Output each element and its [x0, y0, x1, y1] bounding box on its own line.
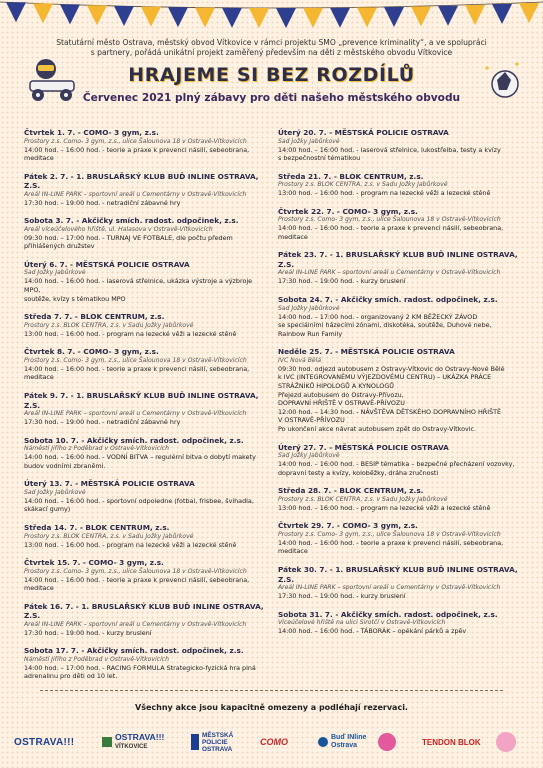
bunting-flag	[276, 8, 296, 28]
event-detail-line: meditace	[278, 232, 308, 241]
event-heading: Čtvrtek 15. 7. - COMO- 3 gym, z.s.	[24, 558, 164, 568]
event-detail-line: 17:30 hod. – 19:00 hod. - netradiční zábavné hry	[24, 418, 181, 427]
policie-badge-icon	[191, 734, 199, 750]
event-detail-line: 14:00 hod. – 17:00 hod. - RACING FORMULA Strategicko-fyzická hra plná	[24, 663, 256, 672]
event-item	[24, 347, 269, 382]
bunting-flag	[6, 2, 26, 22]
event-location: Prostory z.s. BLOK CENTRA, z.s. v Sadu Jožky Jabůrkové	[278, 181, 448, 189]
event-item	[278, 565, 523, 601]
event-location: Areál IN-LINE PARK – sportovní areál u Cementárny v Ostravě-Vítkovicích	[24, 620, 247, 628]
event-detail-line: 14:00 hod. – 16:00 hod. - TÁBORÁK – opékání párků a zpěv	[278, 627, 467, 636]
event-item	[24, 391, 269, 427]
vitkovice-logo	[102, 728, 164, 756]
event-detail-line: 14:00 hod. – 16:00 hod. - sportovní odpoledne (fotbal, frisbee, švihadla,	[24, 496, 254, 505]
event-detail-line: přihlášených družstev	[24, 242, 95, 251]
event-item	[24, 479, 269, 514]
event-item	[24, 558, 269, 593]
event-detail-line: 13:00 hod. – 16:00 hod. - program na lezecké věži a lezecké stěně	[24, 329, 237, 338]
mestska-policie-logo	[191, 728, 233, 756]
event-heading: Středa 7. 7. - BLOK CENTRUM, z.s.	[24, 312, 165, 322]
page-subtitle: Červenec 2021 plný zábavy pro děti našeho městského obvodu	[82, 92, 461, 104]
event-detail-line: Přejezd autobusem do Ostravy-Přívozu,	[278, 390, 404, 399]
event-detail-line: meditace	[24, 373, 54, 382]
event-location: Sad Jožky Jabůrkové	[24, 488, 86, 496]
bud-inline-logo-line: Ostrava	[331, 742, 358, 749]
event-detail-line: budov vodními zbraněmi.	[24, 461, 106, 470]
event-location: Areál IN-LINE PARK – sportovní areál u Cementárny v Ostravě-Vítkovicích	[24, 190, 247, 198]
intro-line: Statutární město Ostrava, městský obvod Vítkovice v rámci projektu SMO „prevence kriminality“, a ve spolupráci	[56, 38, 487, 47]
event-item	[24, 646, 269, 681]
event-heading: Sobota 31. 7. - Akčičky smích. radost. odpočinek, z.s.	[278, 609, 498, 619]
event-detail-line: 12:00 hod. – 14:30 hod. - NÁVŠTĚVA DĚTSKÉHO DOPRAVNÍHO HŘIŠTĚ	[278, 407, 502, 416]
intro-text	[40, 38, 503, 58]
event-item	[24, 312, 269, 338]
bunting-flag	[60, 4, 80, 24]
event-heading: Čtvrtek 1. 7. - COMO- 3 gym, z.s.	[24, 128, 159, 137]
bunting-flag	[384, 7, 404, 27]
event-detail-line: 14:00 hod. – 16:00 hod. - BESIP tématika – bezpečné přecházení vozovky,	[278, 460, 515, 469]
event-item	[24, 260, 269, 303]
event-detail-line: 14:00 hod. – 16:00 hod. - VODNÍ BITVA – regulérní bitva o dobytí makety	[24, 453, 256, 462]
event-detail-line: 13:00 hod. – 16:00 hod. - program na lezecké věži a lezecké stěně	[24, 540, 237, 549]
event-detail-line: soutěže, kvízy s tématikou MPO	[24, 294, 126, 303]
event-detail-line: 09:30 hod. odjezd autobusem z Ostravy-Vítkovic do Ostravy-Nové Bělé	[278, 364, 505, 373]
vitkovice-logo-line: OSTRAVA!!!	[115, 732, 165, 742]
event-heading: Středa 21. 7. - BLOK CENTRUM, z.s.	[278, 171, 424, 181]
event-location: Sad Jožky Jabůrkové	[24, 269, 86, 277]
event-detail-line: skákací gumy)	[24, 505, 71, 514]
bunting-flag	[168, 7, 188, 27]
event-detail-line: Po ukončení akce návrat autobusem zpět do Ostravy-Vítkovic.	[278, 425, 477, 433]
event-detail-line: se speciálními házecími zónami, diskotéka, soutěže, Duhové nebe,	[278, 321, 492, 330]
policie-logo-line: OSTRAVA	[202, 745, 233, 753]
policie-logo-text	[202, 732, 233, 753]
bunting-flag	[87, 5, 107, 25]
event-location: Náměstí Jiřího z Poděbrad v Ostravě-Vítkovicích	[24, 445, 169, 453]
event-detail-line: 17:30 hod. – 19:00 hod. - kurzy bruslení	[24, 628, 152, 637]
event-item	[278, 207, 523, 242]
event-heading: Čtvrtek 22. 7. - COMO- 3 gym, z.s.	[278, 206, 418, 216]
vitkovice-logo-text	[115, 733, 164, 751]
event-location: Prostory z.s. Como- 3 gym, z.s., ulice Šalounova 18 v Ostravě-Vítkovicích	[24, 567, 247, 575]
bunting-flag	[438, 6, 458, 26]
event-detail-line: s bezpečnostní tématikou	[278, 154, 361, 163]
reservation-note: Všechny akce jsou kapacitně omezeny a podléhají rezervaci.	[135, 703, 408, 712]
event-item	[278, 610, 523, 636]
bunting-decoration	[0, 0, 543, 40]
bunting-flag	[519, 3, 539, 23]
page-title: HRAJEME SI BEZ ROZDÍLŮ	[128, 64, 415, 86]
event-location: Víceúčelové hřiště na ulici Sirotčí v Ostravě-Vítkovicích	[278, 619, 446, 627]
event-item	[278, 128, 523, 163]
event-heading: Neděle 25. 7. - MĚSTSKÁ POLICIE OSTRAVA	[278, 347, 455, 357]
event-heading: Středa 14. 7. - BLOK CENTRUM, z.s.	[24, 523, 170, 532]
event-detail-line: 14:00 hod. – 16:00 hod. - teorie a praxe k prevenci násilí, sebeobrana,	[278, 224, 504, 233]
event-detail-line: V OSTRAVĚ-PŘÍVOZU	[278, 416, 345, 425]
bunting-flag	[411, 6, 431, 26]
bunting-flag	[114, 6, 134, 26]
event-location: Prostory z.s. BLOK CENTRA, z.s. v Sadu Jožky Jabůrkové	[278, 495, 448, 503]
bunting-flag	[465, 5, 485, 25]
event-detail-line: meditace	[278, 547, 308, 556]
event-heading: Úterý 13. 7. - MĚSTSKÁ POLICIE OSTRAVA	[24, 479, 195, 489]
event-heading: Pátek 30. 7. - 1. BRUSLAŘSKÝ KLUB BUĎ INLINE OSTRAVA, Z.S.	[278, 565, 518, 584]
event-item	[278, 250, 523, 286]
event-detail-line: 14:00 hod. – 16:00 hod. - teorie a praxe k prevenci násilí, sebeobrana,	[24, 364, 250, 373]
event-detail-line: 14:00 hod. – 16:00 hod. - teorie a praxe k prevenci násilí, sebeobrana,	[24, 145, 250, 154]
event-detail-line: 17:30 hod. – 19:00 hod. - netradiční zábavné hry	[24, 198, 181, 207]
event-heading: Čtvrtek 8. 7. - COMO- 3 gym, z.s.	[24, 347, 159, 357]
event-heading: Úterý 27. 7. - MĚSTSKÁ POLICIE OSTRAVA	[278, 442, 449, 452]
como-gym-logo	[260, 728, 288, 756]
intro-line: s partnery, pořádá unikátní projekt zaměřený především na děti z městského obvodu Vítkovice	[90, 48, 453, 57]
event-location: Prostory z.s. Como- 3 gym, z.s., ulice Šalounova 18 v Ostravě-Vítkovicích	[24, 137, 247, 145]
event-location: Areál víceúčelového hřiště, ul. Halasova v Ostravě-Vítkovicích	[24, 225, 213, 233]
event-heading: Pátek 9. 7. - 1. BRUSLAŘSKÝ KLUB BUĎ INLINE OSTRAVA, Z.S.	[24, 391, 259, 410]
event-detail-line: meditace	[24, 154, 54, 163]
event-location: Prostory z.s. Como- 3 gym, z.s., ulice Šalounova 18 v Ostravě-Vítkovicích	[278, 216, 501, 224]
event-heading: Středa 28. 7. - BLOK CENTRUM, z.s.	[278, 486, 424, 496]
event-heading: Pátek 2. 7. - 1. BRUSLAŘSKÝ KLUB BUĎ INLINE OSTRAVA, Z.S.	[24, 171, 259, 191]
event-item	[278, 295, 523, 338]
event-item	[278, 486, 523, 512]
event-detail-line: 14:00 hod. – 17:00 hod. - organizovaný 2 KM BĚŽECKÝ ZÁVOD	[278, 312, 478, 321]
event-heading: Sobota 3. 7. - Akčičky smích. radost. odpočinek, z.s.	[24, 216, 239, 226]
bunting-flag	[249, 8, 269, 28]
bunting-flag	[303, 8, 323, 28]
heart-icon	[496, 732, 516, 752]
bunting-flag	[195, 8, 215, 28]
title-block	[0, 64, 543, 114]
event-detail-line: 14:00 hod. – 16:00 hod. - teorie a praxe k prevenci násilí, sebeobrana,	[278, 538, 504, 547]
event-heading: Pátek 16. 7. - 1. BRUSLAŘSKÝ KLUB BUĎ INLINE OSTRAVA, Z.S.	[24, 601, 264, 621]
bud-inline-logo	[318, 728, 366, 756]
event-detail-line: 17:30 hod. – 19:00 hod. - kurzy bruslení	[278, 277, 406, 286]
skater-icon	[318, 737, 328, 747]
bunting-flag	[222, 8, 242, 28]
vitkovice-crest-icon	[102, 737, 112, 747]
event-heading: Úterý 20. 7. - MĚSTSKÁ POLICIE OSTRAVA	[278, 128, 449, 137]
event-item	[24, 172, 269, 208]
event-item	[24, 436, 269, 471]
event-heading: Sobota 10. 7. - Akčičky smích. radost. odpočinek, z.s.	[24, 435, 244, 445]
event-item	[24, 602, 269, 638]
event-detail-line: k IVC (INTEGROVANÉMU VÝJEZDOVÉMU CENTRU) – UKÁZKA PRÁCE	[278, 373, 492, 382]
event-detail-line: 13:00 hod. – 16:00 hod. - program na lezecké věži a lezecké stěně	[278, 503, 491, 512]
event-detail-line: 14:00 hod. – 16:00 hod. - teorie a praxe k prevenci násilí, sebeobrana,	[24, 575, 250, 584]
policie-logo-line: MĚSTSKÁ	[202, 731, 234, 739]
event-location: Prostory z.s. Como- 3 gym, z.s., ulice Šalounova 18 v Ostravě-Vítkovicích	[278, 530, 501, 538]
event-location: IVC Nová Bělá	[278, 356, 322, 364]
bunting-flag	[357, 7, 377, 27]
ostrava-logo-text: OSTRAVA!!!	[14, 736, 75, 748]
event-detail-line: adrenalinu pro děti od 10 let.	[24, 672, 118, 681]
event-heading: Čtvrtek 29. 7. - COMO- 3 gym, z.s.	[278, 521, 418, 531]
event-location: Prostory z.s. BLOK CENTRA, z.s. v Sadu Jožky Jabůrkové	[24, 532, 194, 540]
partner-logos	[10, 728, 533, 758]
event-location: Sad Jožky Jabůrkové	[278, 304, 340, 312]
event-heading: Sobota 17. 7. - Akčičky smích. radost. odpočinek, z.s.	[24, 646, 244, 656]
como-gym-logo-text: COMO	[260, 737, 288, 747]
footer-divider	[40, 690, 503, 691]
event-item	[24, 523, 269, 549]
akcicky-figures-icon	[378, 733, 396, 751]
bud-inline-logo-text	[331, 734, 366, 750]
vitkovice-logo-line: VÍTKOVICE	[115, 744, 148, 750]
event-item	[24, 128, 269, 163]
event-detail-line: STRÁŽNÍKŮ HIPOLOGŮ A KYNOLOGŮ	[278, 382, 394, 391]
smile-logo	[496, 728, 519, 756]
event-detail-line: meditace	[24, 584, 54, 593]
akcicky-logo	[378, 728, 399, 756]
event-detail-line: dopravní testy a kvízy, koloběžky, dráha zručnosti	[278, 468, 439, 477]
event-location: Areál IN-LINE PARK – sportovní areál u Cementárny v Ostravě-Vítkovicích	[24, 410, 247, 418]
tendon-blok-logo	[422, 728, 481, 756]
event-location: Prostory z.s. BLOK CENTRA, z.s. v Sadu Jožky Jabůrkové	[24, 321, 194, 329]
event-item	[24, 216, 269, 251]
event-detail-line: 14:00 hod. – 16:00 hod. - laserová střelnice, lukostřelba, testy a kvízy	[278, 145, 501, 154]
event-detail-line: Rainbow Run Family	[278, 329, 343, 338]
event-detail-line: 14:00 hod. – 16:00 hod. - laserová střelnice, ukázka výstroje a výzbroje MPO,	[24, 277, 253, 295]
ostrava-logo	[14, 728, 74, 756]
event-location: Areál IN-LINE PARK – sportovní areál u Cementárny v Ostravě-Vítkovicích	[278, 269, 501, 277]
event-item	[278, 347, 523, 433]
event-detail-line: 13:00 hod. – 16:00 hod. - program na lezecké věži a lezecké stěně	[278, 189, 491, 198]
bunting-flag	[33, 3, 53, 23]
policie-logo-line: POLICIE	[202, 738, 228, 746]
event-location: Sad Jožky Jabůrkové	[278, 452, 340, 460]
event-location: Náměstí Jiřího z Poděbrad v Ostravě-Vítkovicích	[24, 655, 169, 663]
event-item	[278, 172, 523, 198]
events-column-left	[24, 128, 269, 690]
event-item	[278, 521, 523, 556]
event-detail-line: 17:30 hod. – 19:00 hod. - kurzy bruslení	[278, 592, 406, 601]
bunting-flag	[492, 4, 512, 24]
events-column-right	[278, 128, 523, 645]
tendon-blok-logo-text: TENDON BLOK	[422, 737, 481, 747]
event-heading: Pátek 23. 7. - 1. BRUSLAŘSKÝ KLUB BUĎ INLINE OSTRAVA, Z.S.	[278, 250, 518, 269]
event-location: Areál IN-LINE PARK – sportovní areál u Cementárny v Ostravě-Vítkovicích	[278, 584, 501, 592]
event-detail-line: DOPRAVNÍ HŘIŠTĚ V OSTRAVĚ-PŘÍVOZU	[278, 399, 405, 408]
event-location: Prostory z.s. Como- 3 gym, z.s., ulice Šalounova 18 v Ostravě-Vítkovicích	[24, 356, 247, 364]
bunting-flag	[141, 7, 161, 27]
event-detail-line: 09:30 hod. – 17:00 hod. - TURNAJ VE FOTBALE, dle počtu předem	[24, 233, 233, 242]
event-location: Sad Jožky Jabůrkové	[278, 137, 340, 145]
event-item	[278, 443, 523, 478]
event-heading: Sobota 24. 7. - Akčičky smích. radost. odpočinek, z.s.	[278, 295, 498, 305]
bud-inline-logo-line: Buď INline	[331, 734, 367, 741]
event-heading: Úterý 6. 7. - MĚSTSKÁ POLICIE OSTRAVA	[24, 259, 190, 269]
bunting-flag	[330, 8, 350, 28]
